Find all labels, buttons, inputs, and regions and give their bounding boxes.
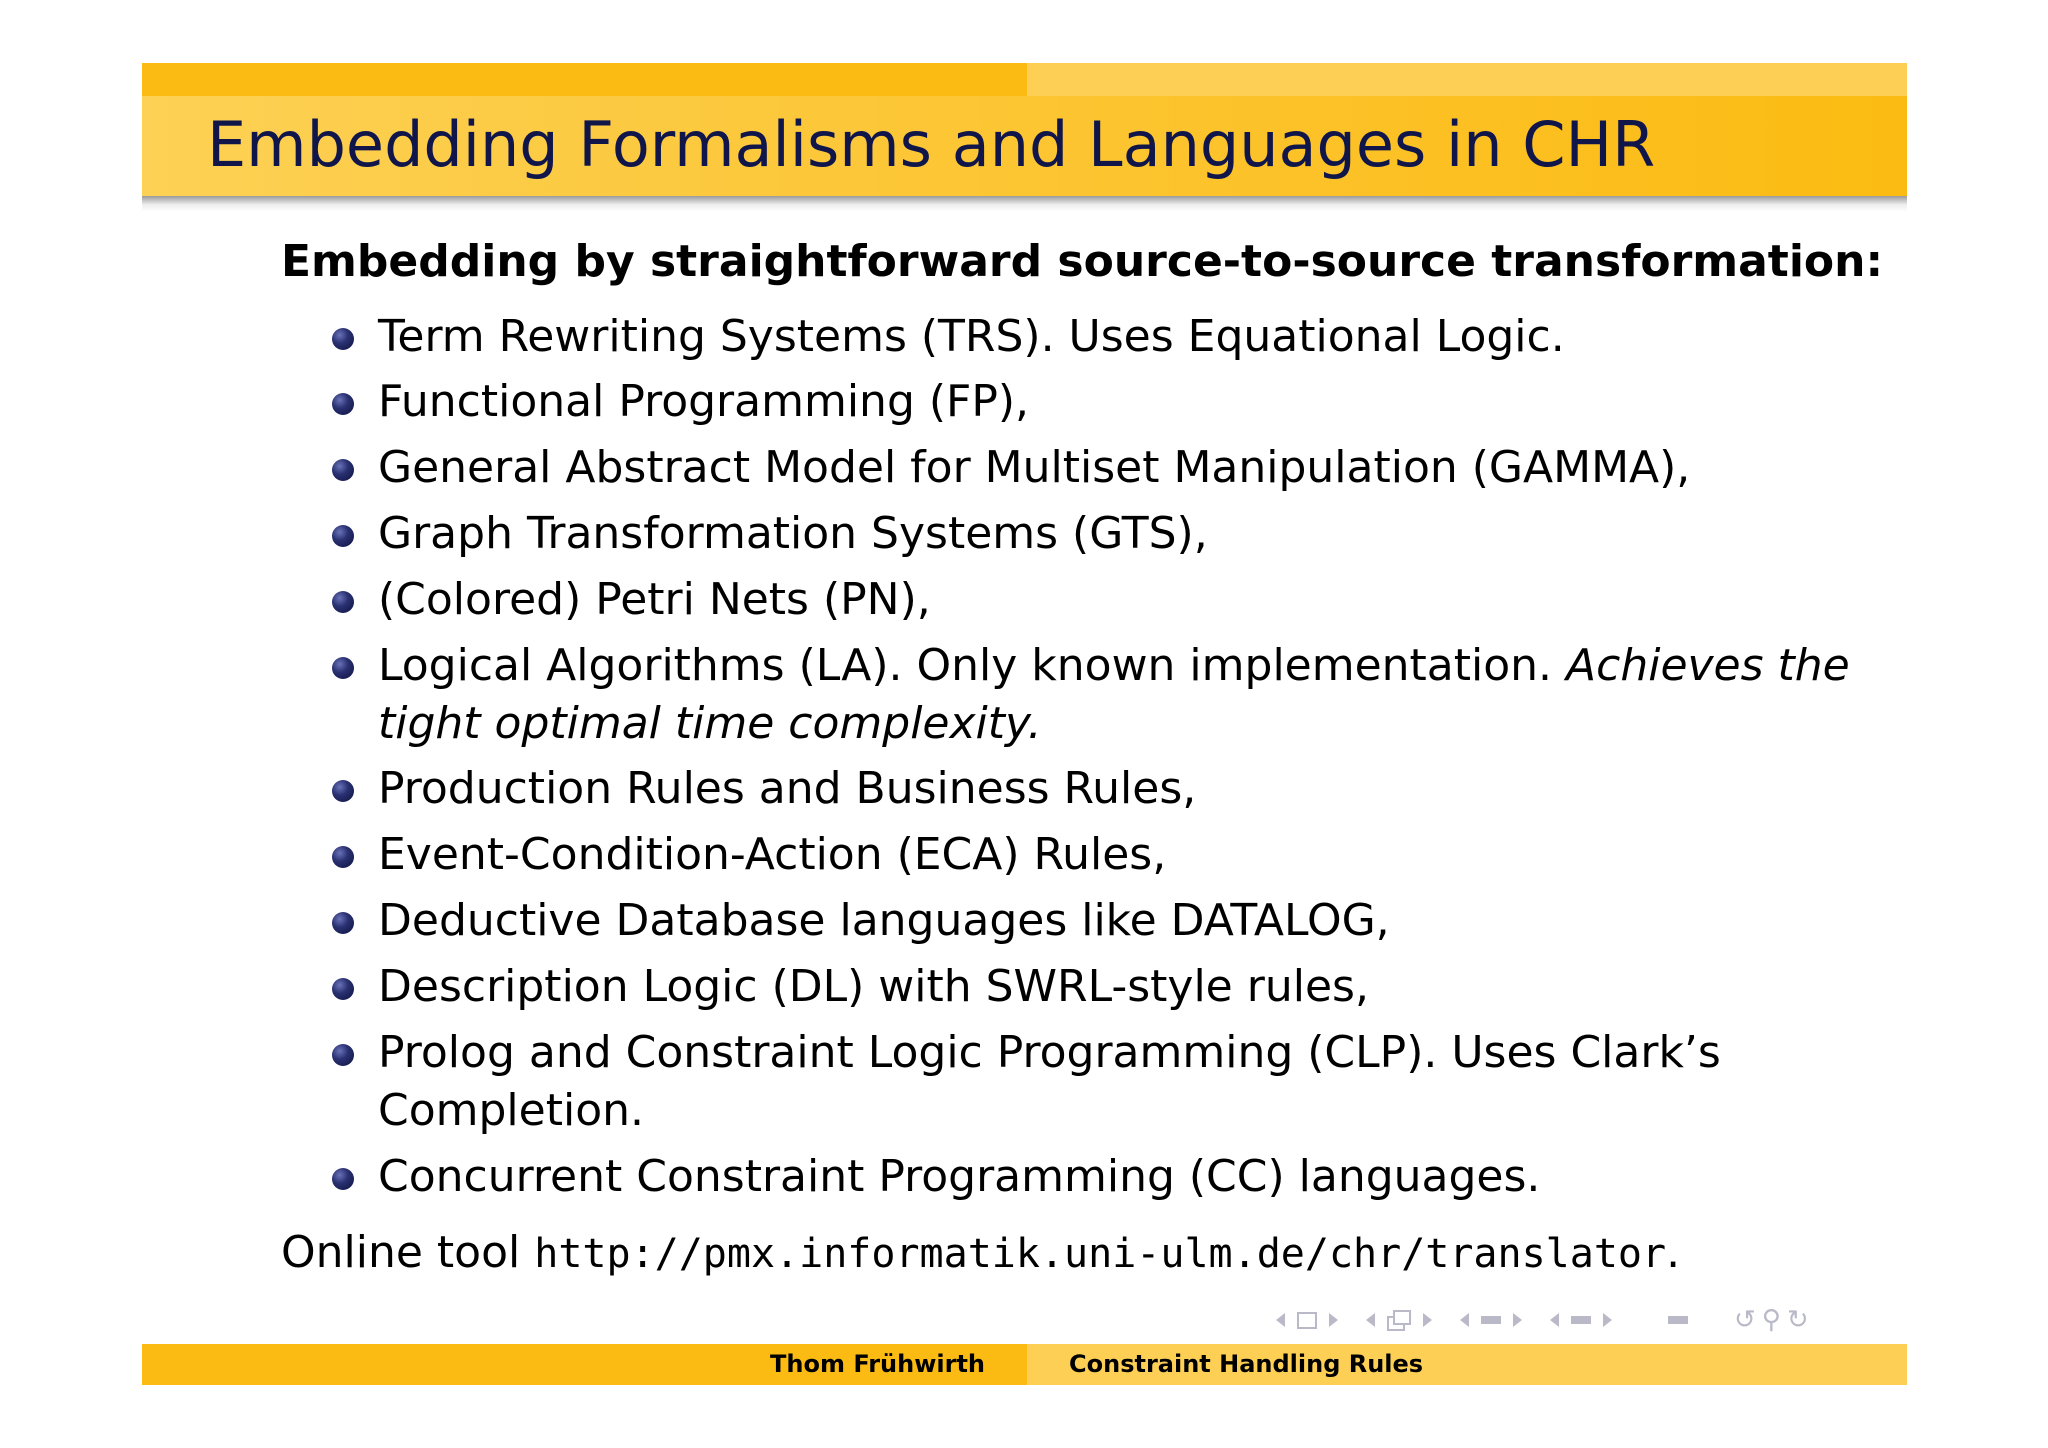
bullet-icon [332,328,354,350]
subsection-next-icon[interactable] [1423,1313,1432,1327]
list-item: Functional Programming (FP), [378,376,1030,427]
list-item-text: Logical Algorithms (LA). Only known implementation. [378,640,1553,691]
subsection-icon[interactable] [1387,1310,1411,1330]
list-item: Event-Condition-Action (ECA) Rules, [378,829,1167,880]
list-item: Deductive Database languages like DATALOG, [378,895,1390,946]
section-icon[interactable] [1481,1316,1501,1324]
bullet-icon [332,393,354,415]
footer-left [142,1344,1027,1385]
list-item [378,637,1850,695]
list-item: Description Logic (DL) with SWRL-style rules, [378,961,1369,1012]
frame-icon[interactable] [1297,1312,1317,1329]
footer-author: Thom Frühwirth [770,1350,985,1378]
list-item: General Abstract Model for Multiset Manipulation (GAMMA), [378,442,1691,493]
toc-nav [1668,1316,1688,1324]
list-item-continuation: Completion. [378,1085,644,1136]
frame-prev-icon[interactable] [1276,1313,1285,1327]
bullet-icon [332,846,354,868]
search-icon[interactable]: ⚲ [1761,1305,1781,1335]
slide-icon[interactable] [1571,1316,1591,1324]
list-item: Prolog and Constraint Logic Programming (CLP). Uses Clark’s [378,1027,1721,1078]
bullet-icon [332,912,354,934]
title-band-top-left [142,63,1027,96]
footer-talk-title: Constraint Handling Rules [1069,1350,1424,1378]
bullet-icon [332,1044,354,1066]
section-next-icon[interactable] [1513,1313,1522,1327]
translator-link[interactable]: http://pmx.informatik.uni-ulm.de/chr/translator [534,1231,1667,1277]
title-band-top-right [1027,63,1907,96]
undo-icon[interactable]: ↺ [1734,1305,1756,1335]
bullet-icon [332,657,354,679]
bullet-icon [332,459,354,481]
list-item-continuation: tight optimal time complexity. [378,698,1042,749]
frame-next-icon[interactable] [1329,1313,1338,1327]
slide-title: Embedding Formalisms and Languages in CHR [207,108,1656,181]
slide-prev-icon[interactable] [1550,1313,1559,1327]
list-item: Concurrent Constraint Programming (CC) languages. [378,1151,1541,1202]
toc-icon[interactable] [1668,1316,1688,1324]
slide-nav [1550,1313,1612,1327]
subsection-prev-icon[interactable] [1366,1313,1375,1327]
redo-icon[interactable]: ↻ [1786,1305,1809,1335]
section-nav [1460,1313,1522,1327]
list-item: Graph Transformation Systems (GTS), [378,508,1208,559]
title-shadow [142,196,1907,212]
bullet-icon [332,591,354,613]
subsection-nav [1366,1310,1432,1330]
online-tool-label: Online tool [281,1227,521,1278]
search-nav [1728,1307,1809,1333]
navigation-bar [1276,1302,1900,1338]
section-heading: Embedding by straightforward source-to-source transformation: [281,236,1884,287]
slide-next-icon[interactable] [1603,1313,1612,1327]
list-item-emphasis: Achieves the [1566,640,1850,691]
bullet-icon [332,780,354,802]
online-tool-period: . [1666,1227,1681,1278]
section-prev-icon[interactable] [1460,1313,1469,1327]
list-item: (Colored) Petri Nets (PN), [378,574,931,625]
bullet-icon [332,525,354,547]
footer-right [1027,1344,1907,1385]
bullet-icon [332,978,354,1000]
bullet-icon [332,1168,354,1190]
online-tool-line [281,1224,1680,1283]
list-item: Production Rules and Business Rules, [378,763,1197,814]
frame-nav [1276,1312,1338,1329]
list-item: Term Rewriting Systems (TRS). Uses Equational Logic. [378,311,1565,362]
